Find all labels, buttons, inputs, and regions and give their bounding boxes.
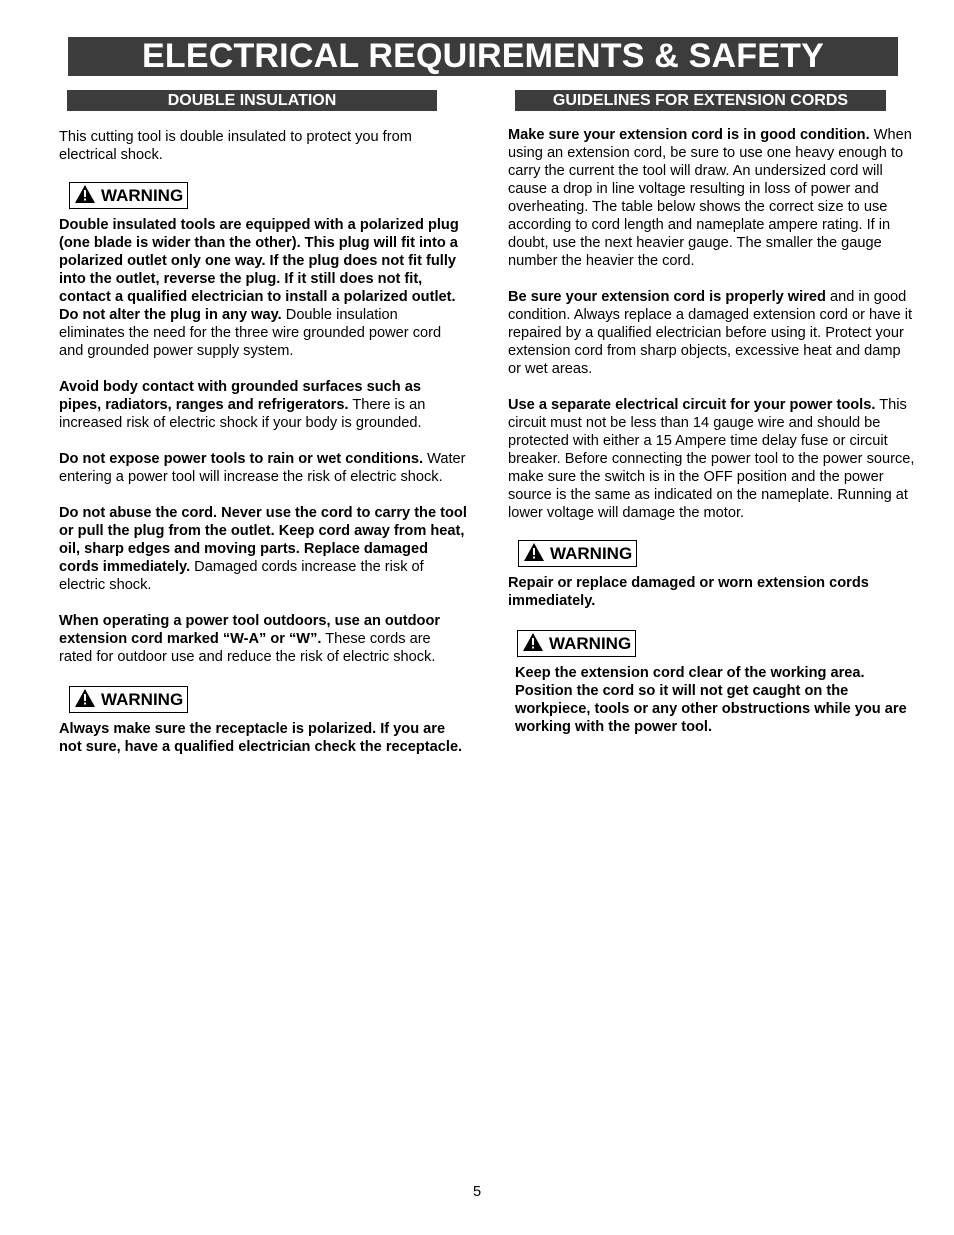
warning-triangle-icon: [75, 185, 95, 203]
worn-cords-warning-text: Repair or replace damaged or worn extension cords immediately.: [508, 575, 869, 609]
cord-condition-paragraph: [508, 126, 916, 270]
warning-label: WARNING: [101, 186, 184, 205]
outdoor-text: These cords are rated for outdoor use and reduce the risk of electric shock.: [59, 631, 436, 665]
polarized-plug-paragraph: [59, 216, 467, 360]
warning-triangle-icon: [524, 543, 544, 561]
cord-abuse-bold: Do not abuse the cord. Never use the cord to carry the tool or pull the plug from the outlet. Keep cord away from heat, oil, sharp edges and moving parts. Replace damaged cords immediately.: [59, 505, 467, 575]
separate-circuit-paragraph: [508, 396, 916, 522]
rain-text: Water entering a power tool will increase the risk of electric shock.: [59, 451, 466, 485]
page-number: 5: [472, 1184, 482, 1200]
warning-box: [517, 630, 636, 657]
rain-bold: Do not expose power tools to rain or wet conditions.: [59, 451, 424, 467]
intro-paragraph: This cutting tool is double insulated to protect you from electrical shock.: [59, 129, 412, 163]
outdoor-bold: When operating a power tool outdoors, use an outdoor extension cord marked “W-A” or “W”.: [59, 613, 441, 647]
page-title: ELECTRICAL REQUIREMENTS & SAFETY: [68, 37, 898, 76]
cord-condition-bold: Make sure your extension cord is in good condition.: [508, 127, 870, 143]
outdoor-paragraph: [59, 612, 467, 666]
right-column: [508, 126, 916, 754]
cord-wired-paragraph: [508, 288, 916, 378]
section-heading-extension-cords: GUIDELINES FOR EXTENSION CORDS: [515, 90, 886, 111]
rain-paragraph: [59, 450, 467, 486]
warning-label: WARNING: [550, 544, 633, 563]
cord-wired-text: and in good condition. Always replace a damaged extension cord or have it repaired by a qualified electrician before using it. Protect your extension cord from sharp objects, excessive heat and damp or wet areas.: [508, 289, 912, 377]
receptacle-warning-text: Always make sure the receptacle is polarized. If you are not sure, have a qualified electrician check the receptacle.: [59, 721, 463, 755]
polarized-plug-text: Double insulation eliminates the need for the three wire grounded power cord and grounded power supply system.: [59, 307, 442, 359]
warning-label: WARNING: [101, 690, 184, 709]
cord-abuse-text: Damaged cords increase the risk of electric shock.: [59, 559, 424, 593]
grounded-surfaces-text: There is an increased risk of electric shock if your body is grounded.: [59, 397, 426, 431]
warning-box: [69, 182, 188, 209]
warning-box: [518, 540, 637, 567]
cord-condition-text: When using an extension cord, be sure to use one heavy enough to carry the current the tool will draw. An undersized cord will cause a drop in line voltage resulting in loss of power and overheating. The table below shows the correct size to use according to cord length and nameplate ampere rating. If in doubt, use the next heavier gauge. The smaller the gauge number the heavier the cord.: [508, 127, 912, 269]
cord-clear-warning-text: Keep the extension cord clear of the working area. Position the cord so it will not get caught on the workpiece, tools or any other obstructions while you are working with the power tool.: [515, 665, 907, 735]
warning-label: WARNING: [549, 634, 632, 653]
cord-abuse-paragraph: [59, 504, 467, 594]
cord-wired-bold: Be sure your extension cord is properly wired: [508, 289, 826, 305]
grounded-surfaces-bold: Avoid body contact with grounded surfaces such as pipes, radiators, ranges and refrigerators.: [59, 379, 421, 413]
polarized-plug-bold: Double insulated tools are equipped with a polarized plug (one blade is wider than the other). This plug will fit into a polarized outlet only one way. If the plug does not fit fully into the outlet, reverse the plug. If it still does not fit, contact a qualified electrician to install a polarized outlet. Do not alter the plug in any way.: [59, 217, 459, 323]
warning-triangle-icon: [523, 633, 543, 651]
grounded-surfaces-paragraph: [59, 378, 467, 432]
left-column: [59, 128, 467, 774]
warning-box: [69, 686, 188, 713]
separate-circuit-bold: Use a separate electrical circuit for your power tools.: [508, 397, 876, 413]
warning-triangle-icon: [75, 689, 95, 707]
separate-circuit-text: This circuit must not be less than 14 gauge wire and should be protected with either a 15 Ampere time delay fuse or circuit breaker. Before connecting the power tool to the power source, make sure the switch is in the OFF position and the power source is the same as indicated on the nameplate. Running at lower voltage will damage the motor.: [508, 397, 915, 521]
section-heading-double-insulation: DOUBLE INSULATION: [67, 90, 437, 111]
